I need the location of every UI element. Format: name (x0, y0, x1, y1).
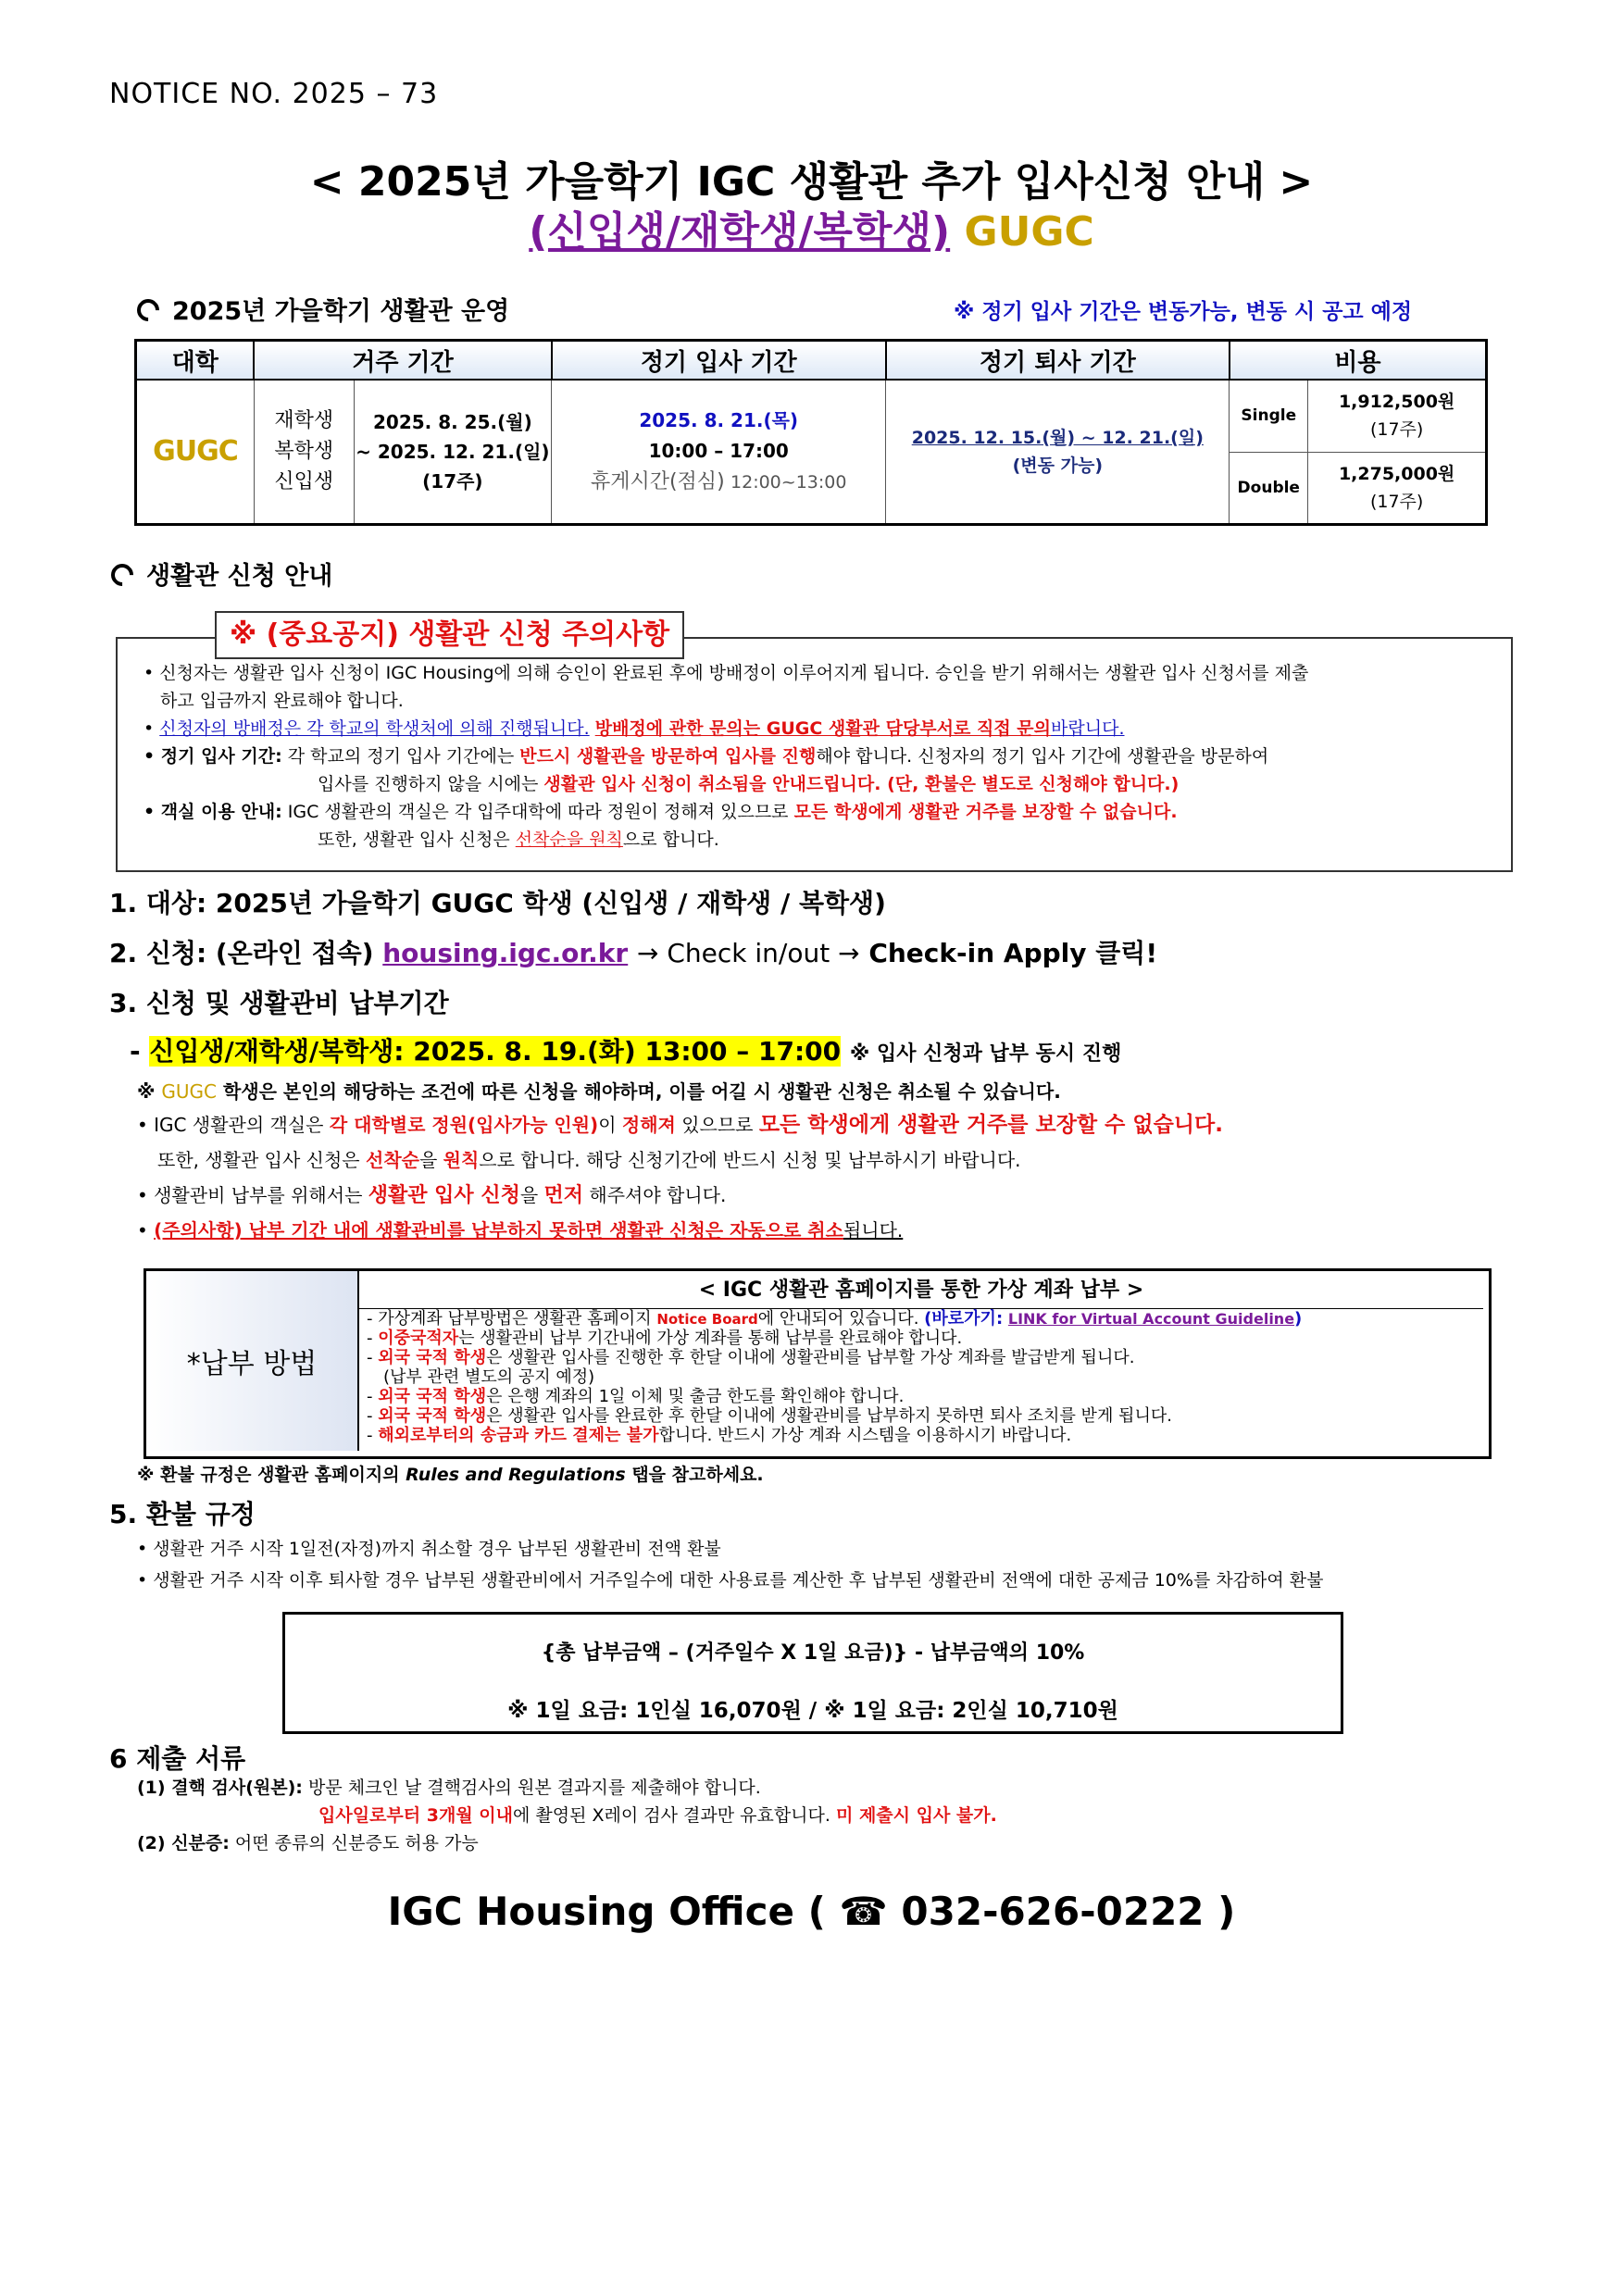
cell-checkout: 2025. 12. 15.(월) ~ 12. 21.(일) (변동 가능) (886, 380, 1230, 524)
payment-line-3: - 외국 국적 학생은 생활관 입사를 진행한 후 한달 이내에 생활관비를 납부할 가상 계좌를 발급받게 됩니다. (367, 1348, 1135, 1367)
page-title: < 2025년 가을학기 IGC 생활관 추가 입사신청 안내 > (309, 158, 1314, 206)
period-bullet-3: • (주의사항) 납부 기간 내에 생활관비를 납부하지 못하면 생활관 신청은 자동으로 취소됩니다. (137, 1219, 904, 1242)
header-cost: 비용 (1230, 341, 1487, 381)
housing-link[interactable]: housing.igc.or.kr (382, 938, 629, 968)
period-heading: 3. 신청 및 생활관비 납부기간 (109, 988, 449, 1018)
header-checkin: 정기 입사 기간 (552, 341, 886, 381)
daily-rate: ※ 1일 요금: 1인실 16,070원 / ※ 1일 요금: 2인실 10,710원 (507, 1699, 1118, 1723)
cell-residence-period: 2025. 8. 25.(월) ~ 2025. 12. 21.(일) (17주) (354, 380, 552, 524)
half-circle-icon (132, 294, 164, 326)
notice-number: NOTICE NO. 2025 – 73 (109, 78, 439, 110)
notice-bullet-3: • 정기 입사 기간: 각 학교의 정기 입사 기간에는 반드시 생활관을 방문하여 입사를 진행해야 합니다. 신청자의 정기 입사 기간에 생활관을 방문하여 입사를 진행하지 않을 시에는 생활관 입사 신청이 취소됨을 안내드립니다. (단, 환불은 별도로 신청해야 합니다.) (144, 746, 1269, 794)
important-notice-tag: ※ (중요공지) 생활관 신청 주의사항 (215, 611, 684, 659)
payment-line-4: (납부 관련 별도의 공지 예정) (383, 1367, 595, 1387)
notice-box (116, 637, 1513, 872)
document-2: (2) 신분증: 어떤 종류의 신분증도 허용 가능 (137, 1833, 479, 1853)
subtitle-students: (신입생/재학생/복학생) (529, 208, 951, 256)
payment-line-5: - 외국 국적 학생은 은행 계좌의 1일 이체 및 출금 한도를 확인해야 합니다. (367, 1387, 905, 1406)
notice-bullet-2: • 신청자의 방배정은 각 학교의 학생처에 의해 진행됩니다. 방배정에 관한 문의는 GUGC 생활관 담당부서로 직접 문의바랍니다. (144, 718, 1125, 739)
period-highlight: 신입생/재학생/복학생: 2025. 8. 19.(화) 13:00 – 17:00 (149, 1036, 842, 1067)
table-header-row (136, 341, 1487, 381)
notice-bullet-4: • 객실 이용 안내: IGC 생활관의 객실은 각 입주대학에 따라 정원이 정해져 있으므로 모든 학생에게 생활관 거주를 보장할 수 없습니다. 또한, 생활관 입사 신청은 선착순을 원칙으로 합니다. (144, 802, 1178, 850)
cost-type-double: Double (1230, 452, 1308, 524)
half-circle-icon (106, 559, 138, 591)
refund-footnote: ※ 환불 규정은 생활관 홈페이지의 Rules and Regulations 탭을 참고하세요. (137, 1465, 764, 1485)
target-line: 1. 대상: 2025년 가을학기 GUGC 학생 (신입생 / 재학생 / 복학생) (109, 888, 886, 918)
period-bullet-2: • 생활관비 납부를 위해서는 생활관 입사 신청을 먼저 해주셔야 합니다. (137, 1184, 727, 1207)
header-residence: 거주 기간 (254, 341, 551, 381)
period-bullet-1: • IGC 생활관의 객실은 각 대학별로 정원(입사가능 인원)이 정해져 있으므로 모든 학생에게 생활관 거주를 보장할 수 없습니다. (137, 1113, 1223, 1137)
payment-line-6: - 외국 국적 학생은 생활관 입사를 완료한 후 한달 이내에 생활관비를 납부하지 못하면 퇴사 조치를 받게 됩니다. (367, 1406, 1172, 1426)
refund-bullet-1: • 생활관 거주 시작 1일전(자정)까지 취소할 경우 납부된 생활관비 전액 환불 (137, 1539, 721, 1559)
cost-single: 1,912,500원 (17주) (1308, 380, 1487, 452)
refund-heading: 5. 환불 규정 (109, 1499, 256, 1529)
cell-student-types: 재학생 복학생 신입생 (254, 380, 354, 524)
payment-line-7: - 해외로부터의 송금과 카드 결제는 불가합니다. 반드시 가상 계좌 시스템을 이용하시기 바랍니다. (367, 1426, 1072, 1445)
housing-office-contact: IGC Housing Office ( ☎ 032-626-0222 ) (387, 1889, 1236, 1934)
phone-icon: ☎ (839, 1889, 888, 1934)
operation-note: ※ 정기 입사 기간은 변동가능, 변동 시 공고 예정 (954, 300, 1413, 324)
notice-bullet-1: • 신청자는 생활관 입사 신청이 IGC Housing에 의해 승인이 완료된 후에 방배정이 이루어지게 됩니다. 승인을 받기 위해서는 생활관 입사 신청서를 제출 하고 입금까지 완료해야 합니다. (144, 663, 1309, 711)
gugc-logo: GUGC (153, 435, 238, 468)
guide-heading: 생활관 신청 안내 (111, 555, 332, 592)
table-row (136, 380, 1487, 452)
documents-heading: 6 제출 서류 (109, 1743, 246, 1774)
period-bullet-1b: 또한, 생활관 입사 신청은 선착순을 원칙으로 합니다. 해당 신청기간에 반드시 신청 및 납부하시기 바랍니다. (157, 1149, 1021, 1171)
payment-line-1: - 가상계좌 납부방법은 생활관 홈페이지 Notice Board에 안내되어 있습니다. (바로가기: LINK for Virtual Account Guideline) (367, 1309, 1303, 1329)
payment-line-2: - 이중국적자는 생활관비 납부 기간내에 가상 계좌를 통해 납부를 완료해야 합니다. (367, 1329, 963, 1348)
cost-double: 1,275,000원 (17주) (1308, 452, 1487, 524)
operation-heading: 2025년 가을학기 생활관 운영 (137, 291, 509, 327)
virtual-account-link[interactable]: LINK for Virtual Account Guideline (1007, 1310, 1295, 1328)
apply-line: 2. 신청: (온라인 접속) housing.igc.or.kr → Check in/out → Check-in Apply 클릭! (109, 938, 1158, 968)
page-subtitle (0, 198, 1623, 257)
operation-table (134, 339, 1488, 526)
cell-university (136, 380, 255, 524)
payment-title: < IGC 생활관 홈페이지를 통한 가상 계좌 납부 > (359, 1274, 1483, 1309)
subtitle-brand: GUGC (964, 208, 1094, 256)
refund-formula: {총 납부금액 – (거주일수 X 1일 요금)} - 납부금액의 10% (541, 1641, 1085, 1665)
cell-checkin: 2025. 8. 21.(목) 10:00 – 17:00 휴게시간(점심) 12:00~13:00 (552, 380, 886, 524)
cost-type-single: Single (1230, 380, 1308, 452)
refund-bullet-2: • 생활관 거주 시작 이후 퇴사할 경우 납부된 생활관비에서 거주일수에 대한 사용료를 계산한 후 납부된 생활관비 전액에 대한 공제금 10%를 차감하여 환불 (137, 1570, 1324, 1591)
payment-method-label: *납부 방법 (146, 1271, 359, 1451)
header-university: 대학 (136, 341, 255, 381)
document-1: (1) 결핵 검사(원본): 방문 체크인 날 결핵검사의 원본 결과지를 제출해야 합니다. 입사일로부터 3개월 이내에 촬영된 X레이 검사 결과만 유효합니다. 미 제출시 입사 불가. (137, 1778, 997, 1826)
header-checkout: 정기 퇴사 기간 (886, 341, 1230, 381)
period-note-1: ※ GUGC 학생은 본인의 해당하는 조건에 따른 신청을 해야하며, 이를 어길 시 생활관 신청은 취소될 수 있습니다. (137, 1080, 1061, 1103)
period-line: - 신입생/재학생/복학생: 2025. 8. 19.(화) 13:00 – 17:00 ※ 입사 신청과 납부 동시 진행 (130, 1036, 1122, 1067)
refund-formula-box (282, 1612, 1343, 1734)
